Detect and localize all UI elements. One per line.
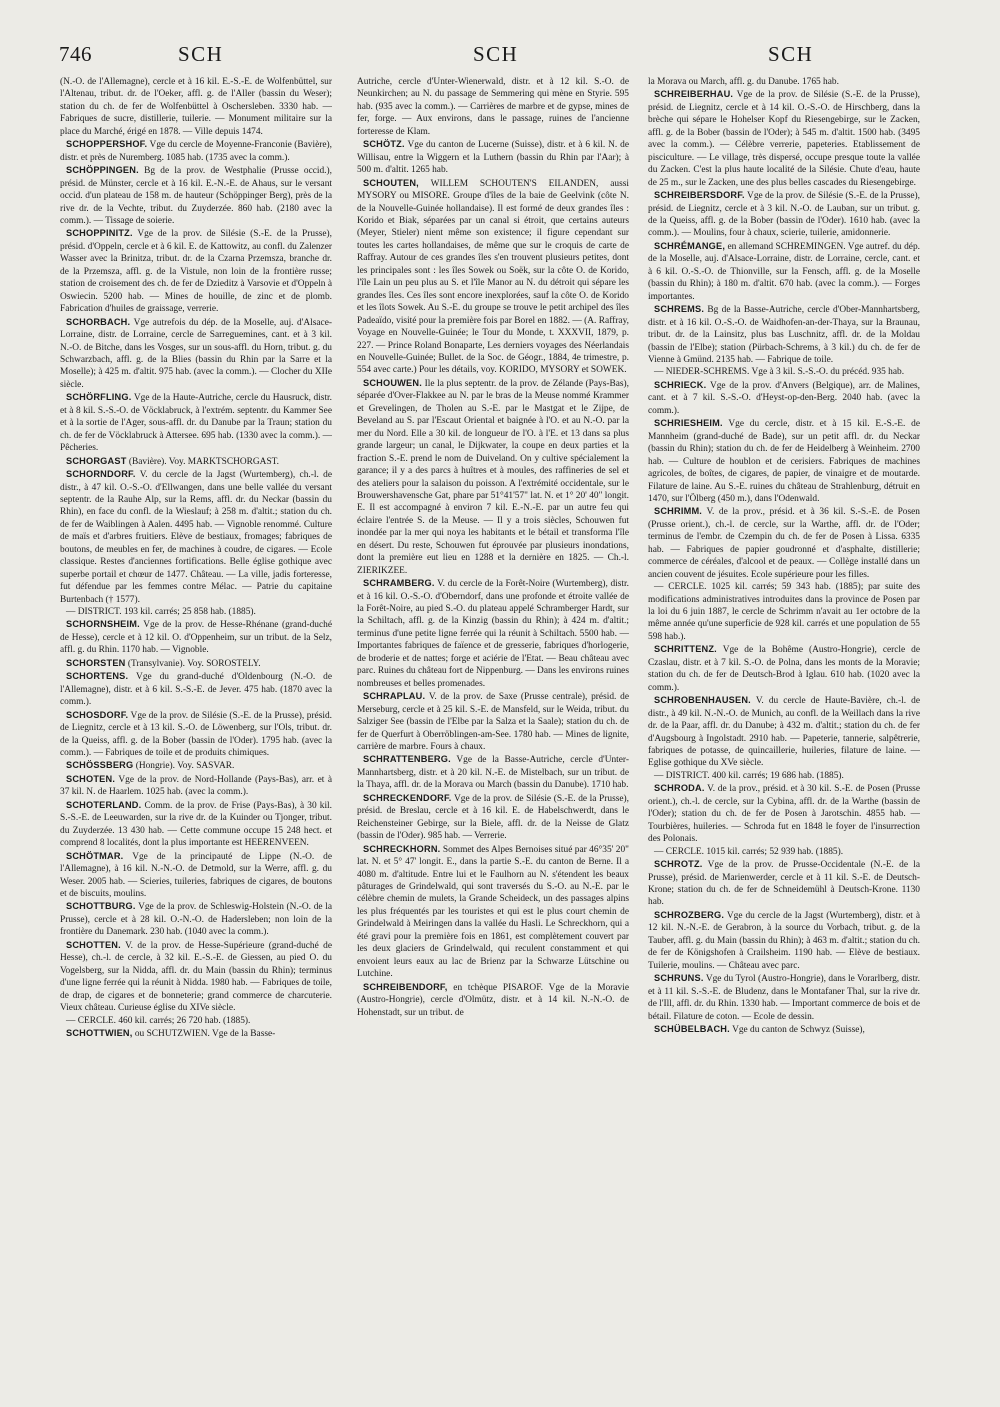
entry-text: Vge de la prov. de Prusse-Occidentale (N.-E. de la Prusse), présid. de Marienwerder, cercle et à 11 kil. S.-E. de Deutsch-Krone; station du ch. de fer de Schneidemühl à Deutsch-Krone. 1130 hab. xyxy=(648,860,920,908)
entry-text: Vge du grand-duché d'Oldenbourg (N.-O. de l'Allemagne), distr. et à 6 kil. S.-S.-E. de Jever. 475 hab. (1870 avec la comm.). xyxy=(60,672,332,708)
entry-headword: SCHRÉMANGE, xyxy=(654,240,726,251)
dictionary-entry xyxy=(648,505,920,581)
dictionary-entry xyxy=(648,581,920,643)
entry-headword: SCHÜBELBACH. xyxy=(654,1023,730,1034)
dictionary-entry xyxy=(357,577,629,690)
entry-text: en tchèque PISAROF. Vge de la Moravie (Austro-Hongrie), cercle d'Olmütz, distr. et à 14 kil. N.-N.-O. de Hohenstadt, sur un tribut. de xyxy=(357,982,629,1018)
entry-headword: SCHRECKENDORF. xyxy=(363,792,452,803)
text-column-1 xyxy=(60,76,332,1396)
dictionary-entry xyxy=(357,138,629,176)
entry-headword: SCHRAPLAU. xyxy=(363,691,426,702)
dictionary-entry xyxy=(357,690,629,753)
entry-headword: SCHROZBERG. xyxy=(654,909,725,920)
entry-headword: SCHORTENS. xyxy=(66,671,129,682)
running-head-right: SCH xyxy=(768,42,814,66)
entry-text: V. de la prov. de Saxe (Prusse centrale), présid. de Merseburg, cercle et à 25 kil. S.-E. de Mansfeld, sur le Weida, tribut. du Salziger See (bassin de l'Elbe par la Salza et la Saale); station du ch. de fer de Querfurt à Oberröblingen-am-See. 1780 hab. — Mines de lignite, carrière de marbre. Fours à chaux. xyxy=(357,692,629,753)
entry-text: Vge du cercle de la Jagst (Wurtemberg), distr. et à 12 kil. N.-N.-E. de Gerabron, à la source du Vorbach, tribut. g. de la Tauber, affl. g. du Main (bassin du Rhin); à 463 m. d'altit.; station du ch. de fer de Königshofen à Crailsheim. 1190 hab. — Elève de bestiaux. Tuilerie, moulins. — Château avec parc. xyxy=(648,910,920,971)
dictionary-entry xyxy=(60,316,332,392)
entry-text: Comm. de la prov. de Frise (Pays-Bas), à 30 kil. S.-S.-E. de Leeuwarden, sur la rive dr. de la Kuinder ou Tjonger, tribut. du Zuyderzée. 13 430 hab. — Cette commune occupe 15 248 hect. et comprend 8 localités, dont la plus importante est HEERENVEEN. xyxy=(60,800,332,849)
entry-text: V. du cercle de la Forêt-Noire (Wurtemberg), distr. et à 16 kil. O.-S.-O. d'Oberndorf, dans une profonde et étroite vallée de la Forêt-Noire, au pied S.-O. du plateau appelé Schramberger Hardt, sur la Schiltach, affl. g. de la Kinzig (bassin du Rhin); à 424 m. d'altit.; terminus d'une petite ligne ferrée qui la réunit à Schiltach. 5500 hab. — Importantes fabriques de faïence et de gresserie, fabriques d'horlogerie, de broderie et de nattes; forge et aciérie de l'Etat. — Beau château avec parc. Ruines du château fort de Nippenburg. — Dans les environs ruines nombreuses et belles promenades. xyxy=(357,579,629,689)
entry-text: Vge de la prov. de Silésie (S.-E. de la Prusse), présid. de Liegnitz, cercle et à 14 kil. O.-S.-O. de Hirschberg, dans la brèche qui sépare le Hohelser Kopf du Riesengebirge, sur le Zacken, affl. g. de la Bober (bassin de l'Oder); à 545 m. d'altit. 1500 hab. (3495 avec la comm.). — Célèbre verrerie, papeteries. Etablissement de pisciculture. — Le village, très dispersé, occupe presque toute la vallée du Zacken. C'est la plus haute localité de la Silésie. Chute d'eau, haute de 25 m., sur le Zacken, une des plus belles cascades du Riesengebirge. xyxy=(648,90,920,188)
entry-text: Vge de la prov. de Silésie (S.-E. de la Prusse), présid. de Liegnitz, cercle et à 13 kil. S.-O. de Löwenberg, sur l'Ols, tribut. dr. de la Queiss, affl. g. de la Bober (bassin de l'Oder). 1795 hab. (avec la comm.). — Fabriques de toile et de produits chimiques. xyxy=(60,710,332,759)
dictionary-entry xyxy=(648,189,920,240)
running-head-left: SCH xyxy=(178,42,224,66)
entry-headword: SCHRAMBERG. xyxy=(363,578,435,589)
entry-headword: SCHOTERLAND. xyxy=(66,799,142,810)
dictionary-entry xyxy=(357,76,629,138)
entry-headword: SCHRATTENBERG. xyxy=(363,754,451,765)
dictionary-entry xyxy=(648,76,920,88)
dictionary-entry xyxy=(357,377,629,577)
entry-text: V. de la prov., présid. et à 30 kil. S.-E. de Posen (Prusse orient.), ch.-l. de cercle, sur la Cybina, affl. dr. de la Warthe (bassin de l'Oder); station du ch. de fer de Posen à Jarotschin. 4855 hab. — Tourbières, huileries. — Schroda fut en 1848 le foyer de l'insurrection des Polonais. xyxy=(648,784,920,845)
entry-headword: SCHÖTZ. xyxy=(363,139,405,150)
dictionary-entry xyxy=(648,858,920,909)
entry-text: Autriche, cercle d'Unter-Wienerwald, distr. et à 12 kil. S.-O. de Neunkirchen; au N. du passage de Semmering qui mène en Styrie. 595 hab. (935 avec la comm.). — Carrières de marbre et de gypse, mines de fer, forge. — Aux environs, dans le passage, ruines de l'ancienne forteresse de Klam. xyxy=(357,77,629,137)
entry-headword: SCHRIECK. xyxy=(654,379,707,390)
entry-text: Bg de la Basse-Autriche, cercle d'Ober-Mannhartsberg, distr. et à 16 kil. O.-S.-O. de Waidhofen-an-der-Thaya, sur la Braunau, tribut. dr. de la Lainsitz, plus bas Luschnitz, affl. dr. de la Moldau (bassin de l'Elbe); station (Pürbach-Schrems, à 3 kil.) du ch. de fer de Vienne à Gmünd. 2135 hab. — Fabrique de toile. xyxy=(648,305,920,365)
entry-text: — CERCLE. 1015 kil. carrés; 52 939 hab. (1885). xyxy=(654,846,844,857)
entry-text: Ile la plus septentr. de la prov. de Zélande (Pays-Bas), séparée d'Over-Flakkee au N. par le bras de la Meuse nommé Krammer et Grevelingen, de Tholen au S.-E. par le Mastgat et le Zijpe, de Beveland au S. par l'Escaut Oriental et baignée à l'O. et au N.-O. par la mer du Nord. Elle a 30 kil. de longueur de l'O. à l'E. et 13 dans sa plus grande largeur; un canal, le Dijkwater, la coupe en deux parties et la fraction S.-E. prend le nom de Duiveland. On y cultive spécialement la garance; il y a des parcs à huîtres et à moules, des raffineries de sel et des ateliers pour la salaison du poisson. A l'extrémité occidentale, sur le Brouwershavensche Gat, phare par 51°41'57" lat. N. et 1° 20' 40" longit. E. Il est accompagné à environ 7 kil. E.-N.-E. par un autre feu qui éclaire l'entrée S. de la Meuse. — Il y a trois siècles, Schouwen fut inondée par la mer qui noya les habitants et le bétail et transforma l'île en désert. Du reste, Schouwen fut éprouvée par plusieurs inondations, dont la première eut lieu en 1288 et la dernière en 1825. — Ch.-l. ZIERIKZEE. xyxy=(357,378,629,576)
entry-headword: SCHOPPINITZ. xyxy=(66,228,133,239)
dictionary-entry xyxy=(648,366,920,378)
entry-headword: SCHRODA. xyxy=(654,783,705,794)
entry-headword: SCHREMS. xyxy=(654,304,705,315)
dictionary-entry xyxy=(648,379,920,417)
dictionary-entry xyxy=(60,939,332,1015)
entry-text: — DISTRICT. 400 kil. carrés; 19 686 hab. (1885). xyxy=(654,770,844,781)
entry-headword: SCHOUWEN. xyxy=(363,377,422,388)
entry-headword: SCHORNSHEIM. xyxy=(66,619,140,630)
dictionary-entry xyxy=(60,1015,332,1027)
dictionary-entry xyxy=(60,850,332,901)
entry-headword: SCHROBENHAUSEN. xyxy=(654,695,751,706)
entry-text: Vge de la principauté de Lippe (N.-O. de l'Allemagne), à 16 kil. N.-N.-O. de Detmold, sur la Werre, affl. g. du Weser. 2005 hab. — Scieries, tuileries, fabriques de cigares, de boutons et de biscuits, moulins. xyxy=(60,851,332,899)
dictionary-entry xyxy=(60,164,332,227)
dictionary-entry xyxy=(648,972,920,1023)
dictionary-entry xyxy=(648,846,920,858)
entry-text: (N.-O. de l'Allemagne), cercle et à 16 kil. E.-S.-E. de Wolfenbüttel, sur l'Altenau, tribut. dr. de l'Oeker, affl. g. de l'Aller (bassin du Weser); station du ch. de fer de Wolfenbüttel à Oschersleben. 3330 hab. — Fabriques de sucre, distillerie, tuilerie. — Monument militaire sur la place du Marché, érigé en 1878. — Ville depuis 1474. xyxy=(60,77,332,137)
dictionary-entry xyxy=(60,657,332,670)
dictionary-entry xyxy=(357,177,629,377)
entry-text: — CERCLE. 1025 kil. carrés; 59 343 hab. (1885); par suite des modifications administratives introduites dans la province de Posen par la loi du 6 juin 1887, le cercle de Schrimm n'avait au 1er octobre de la même année qu'une superficie de 928 kil. carrés et une population de 55 598 hab.). xyxy=(648,582,920,642)
entry-text: Vge du cercle, distr. et à 15 kil. E.-S.-E. de Mannheim (grand-duché de Bade), sur un petit affl. dr. du Neckar (bassin du Rhin); station du ch. de fer de Heidelberg à Weinheim. 2700 hab. — Culture de houblon et de cerisiers. Fabriques de machines agricoles, de boîtes, de cigares, de papier, de vinaigre et de moutarde. Filature de laine. Au S.-E. ruines du château de Strahlenburg, détruit en 1470, sur l'Ölberg (450 m.), dans l'Odenwald. xyxy=(648,419,920,504)
entry-text: Vge de la prov. de Silésie (S.-E. de la Prusse), présid. de Liegnitz, cercle et à 3 kil. N.-O. de Lauban, sur un tribut. g. de la Queiss, affl. g. de la Bober (bassin de l'Oder). 1610 hab. (avec la comm.). — Moulins, four à chaux, scierie, tuilerie, amidonnerie. xyxy=(648,191,920,239)
entry-headword: SCHOUTEN, xyxy=(363,177,419,188)
entry-headword: SCHOTTEN. xyxy=(66,939,121,950)
entry-text: V. de la prov. de Hesse-Supérieure (grand-duché de Hesse), ch.-l. de cercle, à 32 kil. E.-S.-E. de Giessen, au pied O. du Vogelsberg, sur la Nidda, affl. dr. du Main (bassin du Rhin); terminus d'une ligne ferrée qui la réunit à Nidda. 1980 hab. — Fabriques de toile, de drap, de cigares et de bonneterie; grand commerce de charcuterie. Vieux château. Curieuse église du XIVe siècle. xyxy=(60,940,332,1014)
dictionary-entry xyxy=(60,468,332,606)
entry-headword: SCHREIBERHAU. xyxy=(654,89,734,100)
entry-text: (Bavière). Voy. MARKTSCHORGAST. xyxy=(128,456,280,467)
entry-text: V. du cercle de la Jagst (Wurtemberg), ch.-l. de distr., à 47 kil. O.-S.-O. d'Ellwangen, dans une belle vallée du versant septentr. de la Rauhe Alp, sur la Rems, affl. dr. du Neckar (bassin du Rhin), en face du confl. de la Wieslauf; à 258 m. d'altit.; station du ch. de fer de Waiblingen à Aalen. 4495 hab. — Vignoble renommé. Culture de maïs et d'arbres fruitiers. Elève de bestiaux, fromages; fabriques de boutons, de meubles en fer, de machines à coudre, de cigares. — Ecole classique. Restes d'anciennes fortifications. Belle église gothique avec superbe portail et chœur de 1477. Château. — La ville, jadis forteresse, fut défendue par les femmes contre Mélac. — Patrie du capitaine Burtenbach († 1577). xyxy=(60,470,332,605)
entry-text: — DISTRICT. 193 kil. carrés; 25 858 hab. (1885). xyxy=(66,607,256,618)
entry-text: Sommet des Alpes Bernoises situé par 46°35' 20" lat. N. et 5° 47' longit. E., dans la partie S.-E. du canton de Berne. Il a 4080 m. d'altitude. Entre lui et le Faulhorn au N. s'étendent les beaux pâturages de Grindelwald, qui sont traversés du S.-O. au N.-E. par le célèbre chemin de mulets, la Grande Scheideck, un des passages alpins les plus fréquentés par les touristes et qui est le plus court chemin de Grindelwald à Meiringen dans la vallée du Hasli. Le Schreckhorn, qui a été gravi pour la première fois en 1861, est complètement couvert par les deux glaciers de Grindelwald, qui reculent constamment et qui envoient leurs eaux au lac de Brienz par la Schwarze Lütschine ou Lutchine. xyxy=(357,844,629,980)
page-header xyxy=(0,38,1000,72)
dictionary-entry xyxy=(60,391,332,454)
entry-text: Vge de la prov. de Silésie (S.-E. de la Prusse), présid. d'Oppeln, cercle et à 6 kil. E. de Kattowitz, au confl. du Zalenzer Wasser avec la Brinitza, tribut. dr. de la Czarna Przemsza, branche dr. de la Przemsza, affl. g. de la Vistule, non loin de la frontière russe; station de croisement des ch. de fer de Dzieditz à Varsovie et d'Oppeln à Oswiecin. 5200 hab. — Mines de houille, de zinc et de plomb. Fabrication d'huiles de graissage, verrerie. xyxy=(60,229,332,315)
dictionary-entry xyxy=(648,417,920,505)
entry-text: Vge de la prov. d'Anvers (Belgique), arr. de Malines, cant. et à 7 kil. S.-S.-O. d'Heyst-op-den-Berg. 2040 hab. (avec la comm.). xyxy=(648,380,920,416)
entry-headword: SCHORGAST xyxy=(66,455,127,466)
dictionary-entry xyxy=(60,799,332,850)
entry-text: ou SCHUTZWIEN. Vge de la Basse- xyxy=(134,1028,276,1039)
dictionary-entry xyxy=(357,981,629,1019)
dictionary-entry xyxy=(648,303,920,366)
entry-headword: SCHOTTWIEN, xyxy=(66,1027,133,1038)
entry-headword: SCHORNDORF. xyxy=(66,469,136,480)
entry-text: Vge du canton de Schwyz (Suisse), xyxy=(732,1024,865,1035)
page-number: 746 xyxy=(59,42,92,66)
entry-text: Vge de la prov. de Silésie (S.-E. de la Prusse), présid. de Breslau, cercle et à 16 kil. E. de Habelschwerdt, dans le Reichensteiner Gebirge, sur la Biele, affl. dr. de la Neisse de Glatz (bassin de l'Oder). 985 hab. — Verrerie. xyxy=(357,793,629,842)
entry-headword: SCHORBACH. xyxy=(66,316,131,327)
entry-headword: SCHRITTENZ. xyxy=(654,644,717,655)
entry-text: (Transylvanie). Voy. SOROSTELY. xyxy=(127,658,261,669)
entry-text: V. de la prov., présid. et à 36 kil. S.-S.-E. de Posen (Prusse orient.), ch.-l. de cercle, sur la Warthe, affl. dr. de l'Oder; terminus de l'embr. de Czempin du ch. de fer de Posen à Lissa. 6335 hab. — Fabriques de papier goudronné et d'asphalte, distillerie; commerce de céréales, d'alcool et de peaux. — Collège installé dans un ancien couvent de jésuites. Ecole supérieure pour les filles. xyxy=(648,507,920,580)
entry-text: Vge autrefois du dép. de la Moselle, auj. d'Alsace-Lorraine, distr. de Lorraine, cercle de Sarreguemines, cant. et à 3 kil. N.-O. de Bitche, dans les Vosges, sur un sous-affl. du Horn, tribut. g. du Schwarzbach, affl. g. de la Blies (bassin du Rhin par la Sarre et la Moselle); à 425 m. d'altit. 975 hab. (avec la comm.). — Clocher du XIIe siècle. xyxy=(60,317,332,390)
dictionary-entry xyxy=(648,1023,920,1036)
entry-headword: SCHOTEN. xyxy=(66,773,116,784)
entry-headword: SCHREIBENDORF, xyxy=(363,981,448,992)
entry-headword: SCHÖPPINGEN. xyxy=(66,165,139,176)
entry-headword: SCHROTZ. xyxy=(654,859,703,870)
dictionary-entry xyxy=(648,694,920,770)
text-column-3 xyxy=(648,76,920,1396)
dictionary-entry xyxy=(60,618,332,656)
dictionary-entry xyxy=(60,670,332,708)
dictionary-entry xyxy=(648,643,920,694)
dictionary-entry xyxy=(648,782,920,845)
dictionary-entry xyxy=(60,76,332,138)
dictionary-entry xyxy=(60,227,332,315)
dictionary-entry xyxy=(60,606,332,618)
entry-text: Vge de la prov. de Hesse-Rhénane (grand-duché de Hesse), cercle et à 12 kil. O. d'Oppenheim, sur un tribut. de la Selz, affl. g. du Rhin. 1170 hab. — Vignoble. xyxy=(60,620,332,656)
dictionary-entry xyxy=(60,709,332,760)
entry-headword: SCHÖSSBERG xyxy=(66,760,134,771)
dictionary-entry xyxy=(648,909,920,972)
entry-headword: SCHRUNS. xyxy=(654,973,704,984)
entry-headword: SCHREIBERSDORF. xyxy=(654,190,745,201)
entry-text: (Hongrie). Voy. SASVAR. xyxy=(135,761,235,772)
entry-headword: SCHOPPERSHOF. xyxy=(66,139,148,150)
entry-text: la Morava ou March, affl. g. du Danube. 1765 hab. xyxy=(648,77,839,87)
dictionary-entry xyxy=(60,1027,332,1040)
dictionary-entry xyxy=(357,843,629,981)
entry-text: Vge du cercle de Moyenne-Franconie (Bavière), distr. et près de Nuremberg. 1085 hab. (1735 avec la comm.). xyxy=(60,140,332,163)
dictionary-entry xyxy=(60,759,332,772)
dictionary-entry xyxy=(60,900,332,938)
entry-headword: SCHÖRFLING. xyxy=(66,392,132,403)
entry-headword: SCHRECKHORN. xyxy=(363,843,441,854)
entry-text: Vge du Tyrol (Austro-Hongrie), dans le Vorarlberg, distr. et à 11 kil. S.-S.-E. de Bludenz, dans le Montafaner Thal, sur la rive dr. de l'Ill, affl. dr. du Rhin. 1330 hab. — Important commerce de bois et de bétail. Filature de coton. — Ecole de dessin. xyxy=(648,974,920,1022)
dictionary-entry xyxy=(648,88,920,189)
dictionary-entry xyxy=(60,138,332,164)
entry-headword: SCHRIESHEIM. xyxy=(654,418,723,429)
dictionary-entry xyxy=(648,240,920,303)
entry-headword: SCHOSDORF. xyxy=(66,709,129,720)
entry-headword: SCHOTTBURG. xyxy=(66,901,136,912)
dictionary-entry xyxy=(60,773,332,799)
dictionary-entry xyxy=(60,455,332,468)
entry-headword: SCHORSTEN xyxy=(66,657,126,668)
running-head-center: SCH xyxy=(473,42,519,66)
entry-text: Vge de la prov. de Nord-Hollande (Pays-Bas), arr. et à 37 kil. N. de Haarlem. 1025 hab. (avec la comm.). xyxy=(60,774,332,798)
entry-text: V. du cercle de Haute-Bavière, ch.-l. de distr., à 49 kil. N.-N.-O. de Munich, au confl. de la Weillach dans la rive dr. de la Paar, affl. dr. du Danube; à 432 m. d'altit.; station du ch. de fer d'Augsbourg à Ingolstadt. 2910 hab. — Papeterie, tannerie, salpêtrerie, fabriques de potasse, de quincaillerie, huileries, filature de laine. — Eglise gothique du XVe siècle. xyxy=(648,696,920,769)
entry-text: — NIEDER-SCHREMS. Vge à 3 kil. S.-S.-O. du précéd. 935 hab. xyxy=(654,367,905,378)
entry-text: en allemand SCHREMINGEN. Vge autref. du dép. de la Moselle, auj. d'Alsace-Lorraine, distr. de Lorraine, cercle, cant. et à 6 kil. O.-S.-O. de Thionville, sur la Fensch, affl. g. de la Moselle (bassin du Rhin); à 180 m. d'altit. 670 hab. (avec la comm.). — Forges importantes. xyxy=(648,241,920,302)
entry-text: Vge de la prov. de Schleswig-Holstein (N.-O. de la Prusse), cercle et à 28 kil. O.-N.-O. de Hadersleben; non loin de la frontière du Danemark. 230 hab. (1040 avec la comm.). xyxy=(60,902,332,938)
entry-text: — CERCLE. 460 kil. carrés; 26 720 hab. (1885). xyxy=(66,1015,251,1026)
entry-text: Vge de la Basse-Autriche, cercle d'Unter-Mannhartsberg, distr. et à 20 kil. N.-E. de Mistelbach, sur un tribut. de la Thaya, affl. dr. de la Morava ou March (bassin du Danube). 1710 hab. xyxy=(357,755,629,791)
dictionary-entry xyxy=(357,792,629,843)
text-column-2 xyxy=(357,76,629,1396)
entry-text: WILLEM SCHOUTEN'S EILANDEN, aussi MYSORY ou MISORE. Groupe d'îles de la baie de Geelvink (côte N. de la Nouvelle-Guinée hollandaise). Il est formé de deux grandes îles : Korido et Biak, séparées par un canal si étroit, que certains auteurs (Meyer, Stieler) nient même son existence; il figure cependant sur toutes les cartes hollandaises, de même que sur le croquis de carte de Raffray. Autour de ces grandes îles s'en trouvent plusieurs petites, dont les principales sont : les îles Sowek ou Soëk, sur la côte O. de Korido, l'île Lain un peu plus au S. et l'île Manor au N. du détroit qui sépare les grandes îles. Ces îles sont encore inexplorées, sauf la côte O. de Korido et les îlots Sowek. Au S.-E. du groupe se trouve le petit archipel des îles Padeaïdo, visité pour la première fois par Borel en 1882. — (A. Raffray, Voyage en Nouvelle-Guinée; le Tour du Monde, t. XXXVII, 1879, p. 227. — Prince Roland Bonaparte, Les derniers voyages des Néerlandais en Nouvelle-Guinée; Bullet. de la Soc. de Géogr., 1884, 4e trimestre, p. 554 avec carte.) Pour les détails, voy. KORIDO, MYSORY et SOWEK. xyxy=(357,178,629,376)
dictionary-entry xyxy=(648,770,920,782)
entry-text: Bg de la prov. de Westphalie (Prusse occid.), présid. de Münster, cercle et à 16 kil. E.-N.-E. de Ahaus, sur le versant occid. d'un plateau de 158 m. de hauteur (Schöppinger Berg), près de la rive dr. de la Vechte, tribut. du Zuyderzée. 860 hab. (2180 avec la comm.). — Tissage de soierie. xyxy=(60,166,332,226)
entry-headword: SCHRIMM. xyxy=(654,506,703,517)
entry-text: Vge de la Bohême (Austro-Hongrie), cercle de Czaslau, distr. et à 7 kil. S.-O. de Polna, dans les monts de la Moravie; station du ch. de fer de Deutsch-Brod à Iglau. 610 hab. (1020 avec la comm.). xyxy=(648,645,920,693)
entry-text: Vge de la Haute-Autriche, cercle du Hausruck, distr. et à 8 kil. S.-S.-O. de Vöcklabruck, à l'extrém. septentr. du Kammer See et à la sortie de l'Ager, sous-affl. dr. du Danube par la Traun; station du ch. de fer de Vöcklabruck à Attersee. 695 hab. (1330 avec la comm.). — Pêcheries. xyxy=(60,393,332,454)
entry-text: Vge du canton de Lucerne (Suisse), distr. et à 6 kil. N. de Willisau, entre la Wiggern et la Luthern (bassin du Rhin par l'Aar); à 500 m. d'altit. 1265 hab. xyxy=(357,140,629,176)
entry-headword: SCHÖTMAR. xyxy=(66,850,124,861)
dictionary-entry xyxy=(357,753,629,791)
